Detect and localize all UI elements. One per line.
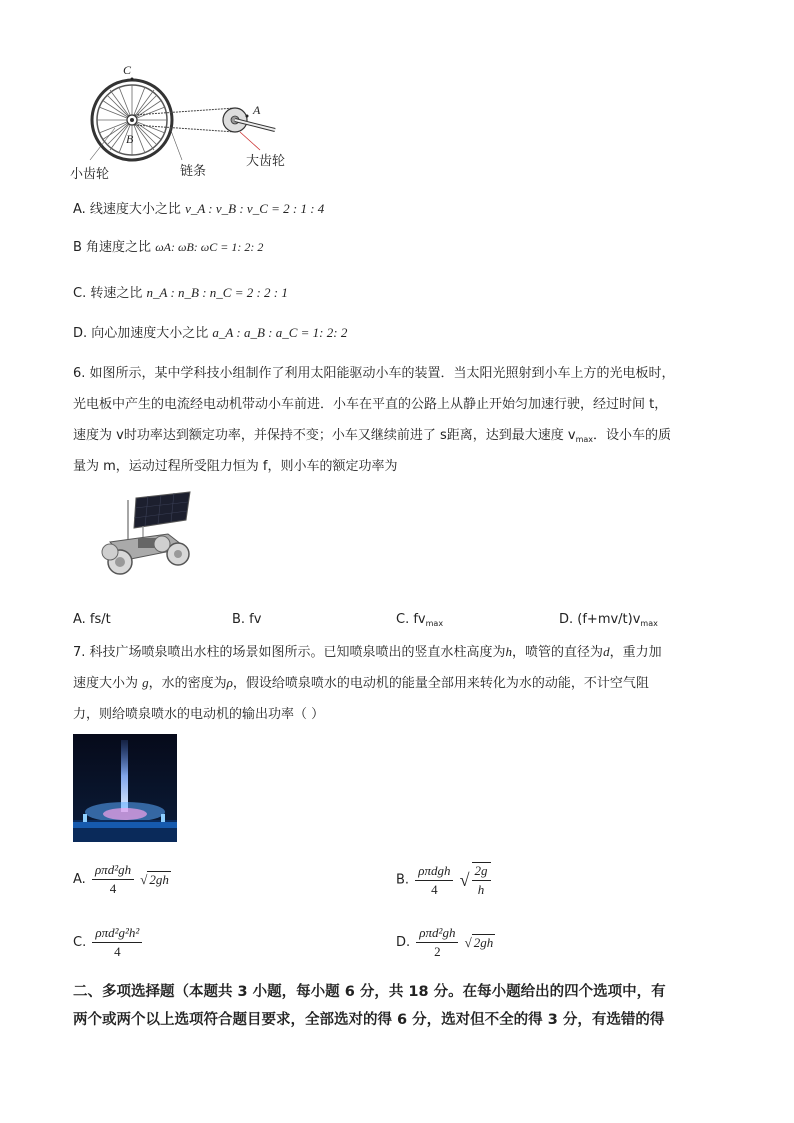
q7-line-1-b: ，喷管的直径为 (512, 645, 604, 660)
q7-option-c-label: C. (73, 935, 87, 950)
q7-option-d-frac (416, 925, 458, 960)
q7-option-d-den: 2 (434, 944, 441, 959)
q7-option-d-rad: 2gh (473, 934, 494, 950)
q7-option-d (396, 925, 495, 960)
q5-option-c-text: C. 转速之比 (73, 286, 143, 301)
q7-option-c-num: ρπd²g²h² (92, 925, 142, 943)
label-small-gear: 小齿轮 (70, 167, 110, 182)
q7-var-g: g (142, 675, 149, 690)
q7-var-d: d (603, 644, 610, 659)
q5-option-c (73, 282, 288, 301)
q6-line-3-pre: 速度为 v时功率达到额定功率，并保持不变；小车又继续前进了 s距离，达到最大速度 v (73, 428, 576, 443)
q5-option-c-expr: n_A : n_B : n_C = 2 : 2 : 1 (146, 285, 288, 300)
q7-option-d-sqrt: √ 2gh (464, 934, 494, 950)
q6-option-a: A. fs/t (73, 612, 111, 627)
q6-option-d (559, 612, 658, 628)
q5-option-d-expr: a_A : a_B : a_C = 1: 2: 2 (212, 325, 348, 340)
q7-line-1-a: 7. 科技广场喷泉喷出水柱的场景如图所示。已知喷泉喷出的竖直水柱高度为 (73, 645, 506, 660)
q5-option-b-expr: ωA: ωB: ωC = 1: 2: 2 (155, 240, 264, 254)
q5-option-d-text: D. 向心加速度大小之比 (73, 326, 209, 341)
q7-option-d-label: D. (396, 935, 411, 950)
q7-line-3: 力，则给喷泉喷水的电动机的输出功率（ ） (73, 707, 325, 722)
q7-option-a-num: ρπd²gh (92, 862, 134, 880)
fountain-image (73, 734, 177, 842)
label-big-gear: 大齿轮 (246, 154, 286, 169)
q6-option-d-sub: max (640, 619, 658, 628)
q6-option-c (396, 612, 443, 628)
q7-option-b-rad-num: 2g (472, 863, 491, 881)
q5-option-a-expr: v_A : v_B : v_C = 2 : 1 : 4 (185, 201, 325, 216)
q5-option-a-text: A. 线速度大小之比 (73, 202, 181, 217)
q6-line-2: 光电板中产生的电流经电动机带动小车前进．小车在平直的公路上从静止开始匀加速行驶，经过时间 t， (73, 397, 668, 412)
q6-line-4: 量为 m，运动过程所受阻力恒为 f，则小车的额定功率为 (73, 459, 398, 474)
q6-line-3-post: ．设小车的质 (593, 428, 672, 443)
fountain-drawing (73, 734, 177, 842)
q7-option-b-rad-frac (472, 862, 491, 898)
q7-option-a-sqrt: √ 2gh (140, 871, 169, 887)
q7-line-1 (73, 641, 662, 660)
solar-car-image (98, 490, 194, 586)
q7-line-1-c: ，重力加 (609, 645, 662, 660)
q7-option-a (73, 862, 171, 897)
q7-option-c-den: 4 (114, 944, 121, 959)
q7-var-h: h (505, 644, 513, 659)
q5-option-b-text: B 角速度之比 (73, 240, 152, 255)
q7-option-b-sqrt: √ (459, 869, 470, 890)
q7-option-c (73, 925, 144, 960)
label-chain: 链条 (180, 164, 207, 179)
q6-line-1: 6. 如图所示，某中学科技小组制作了利用太阳能驱动小车的装置．当太阳光照射到小车上方的光电板时， (73, 366, 675, 381)
label-a: A (253, 103, 261, 117)
q7-var-rho: ρ (226, 675, 233, 690)
q7-option-c-frac (92, 925, 142, 960)
q7-option-a-rad: 2gh (149, 871, 169, 887)
q5-option-b (73, 236, 263, 255)
q7-option-b-num: ρπdgh (415, 863, 453, 881)
q7-option-a-frac (92, 862, 134, 897)
q7-option-d-num: ρπd²gh (416, 925, 458, 943)
q7-option-b-den: 4 (431, 881, 438, 897)
q7-option-a-den: 4 (109, 881, 117, 896)
q6-line-3-sub: max (575, 435, 593, 444)
q7-option-a-label: A. (73, 872, 86, 887)
q7-line-2 (73, 672, 649, 691)
q7-option-b (396, 862, 493, 898)
label-b: B (126, 132, 134, 146)
gear-chain-diagram (70, 60, 300, 185)
q5-option-a (73, 198, 324, 217)
q5-option-d (73, 322, 347, 341)
q7-option-b-frac (415, 863, 453, 898)
q6-option-b: B. fv (232, 612, 262, 627)
q6-option-c-sub: max (425, 619, 444, 628)
q7-line-2-c: ，假设给喷泉喷水的电动机的能量全部用来转化为水的动能，不计空气阻 (232, 676, 649, 691)
q7-line-2-a: 速度大小为 (73, 676, 139, 691)
label-c: C (123, 63, 132, 77)
section2-line-1: 二、多项选择题（本题共 3 小题，每小题 6 分，共 18 分。在每小题给出的四个选项中，有 (73, 984, 666, 1000)
q6-line-3 (73, 424, 671, 444)
q6-option-d-pre: D. (f+mv/t)v (559, 612, 641, 627)
section2-line-2: 两个或两个以上选项符合题目要求，全部选对的得 6 分，选对但不全的得 3 分，有选错的得 (73, 1012, 665, 1028)
solar-car-drawing (98, 490, 194, 586)
q7-option-b-rad-den: h (477, 882, 485, 897)
q6-option-c-pre: C. fv (396, 612, 426, 627)
q7-line-2-b: ，水的密度为 (148, 676, 227, 691)
q7-option-b-label: B. (396, 872, 410, 888)
